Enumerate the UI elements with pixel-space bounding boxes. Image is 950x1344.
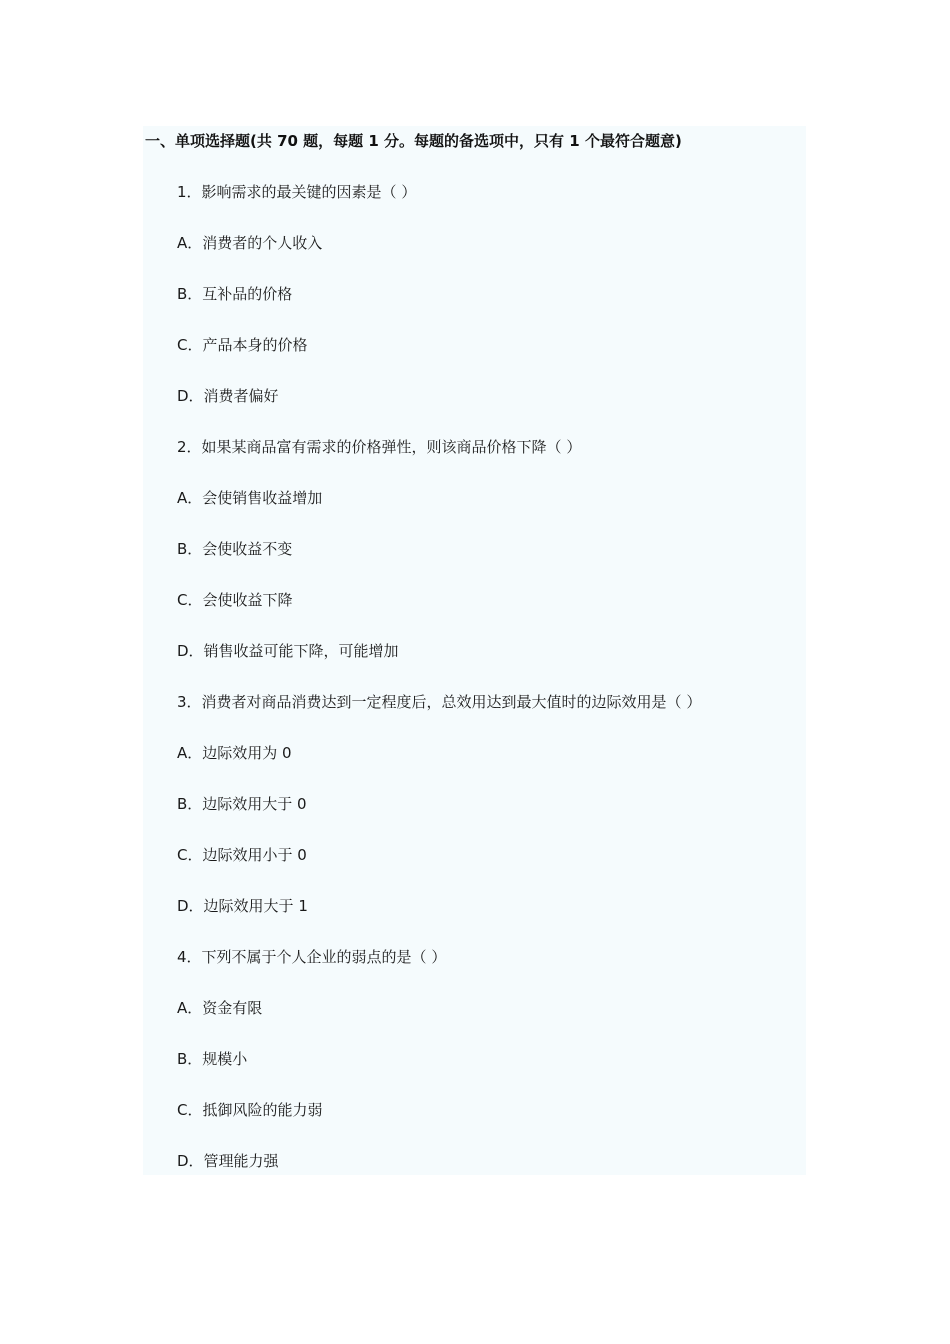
option-a: A．会使销售收益增加	[177, 489, 323, 507]
option-a: A．资金有限	[177, 999, 263, 1017]
question-stem: 4．下列不属于个人企业的弱点的是（ ）	[177, 948, 447, 966]
option-d: D．销售收益可能下降，可能增加	[177, 642, 399, 660]
option-b: B．边际效用大于 0	[177, 795, 307, 813]
option-c: C．抵御风险的能力弱	[177, 1101, 323, 1119]
question-stem: 2．如果某商品富有需求的价格弹性，则该商品价格下降（ ）	[177, 438, 582, 456]
option-a: A．消费者的个人收入	[177, 234, 323, 252]
option-d: D．消费者偏好	[177, 387, 279, 405]
option-d: D．管理能力强	[177, 1152, 279, 1170]
option-c: C．边际效用小于 0	[177, 846, 307, 864]
option-a: A．边际效用为 0	[177, 744, 292, 762]
question-stem: 3．消费者对商品消费达到一定程度后，总效用达到最大值时的边际效用是（ ）	[177, 693, 702, 711]
question-stem: 1．影响需求的最关键的因素是（ ）	[177, 183, 417, 201]
option-b: B．会使收益不变	[177, 540, 293, 558]
option-c: C．产品本身的价格	[177, 336, 308, 354]
section-heading: 一、单项选择题(共 70 题，每题 1 分。每题的备选项中，只有 1 个最符合题意)	[145, 132, 682, 150]
option-d: D．边际效用大于 1	[177, 897, 308, 915]
option-b: B．互补品的价格	[177, 285, 293, 303]
option-c: C．会使收益下降	[177, 591, 293, 609]
option-b: B．规模小	[177, 1050, 248, 1068]
